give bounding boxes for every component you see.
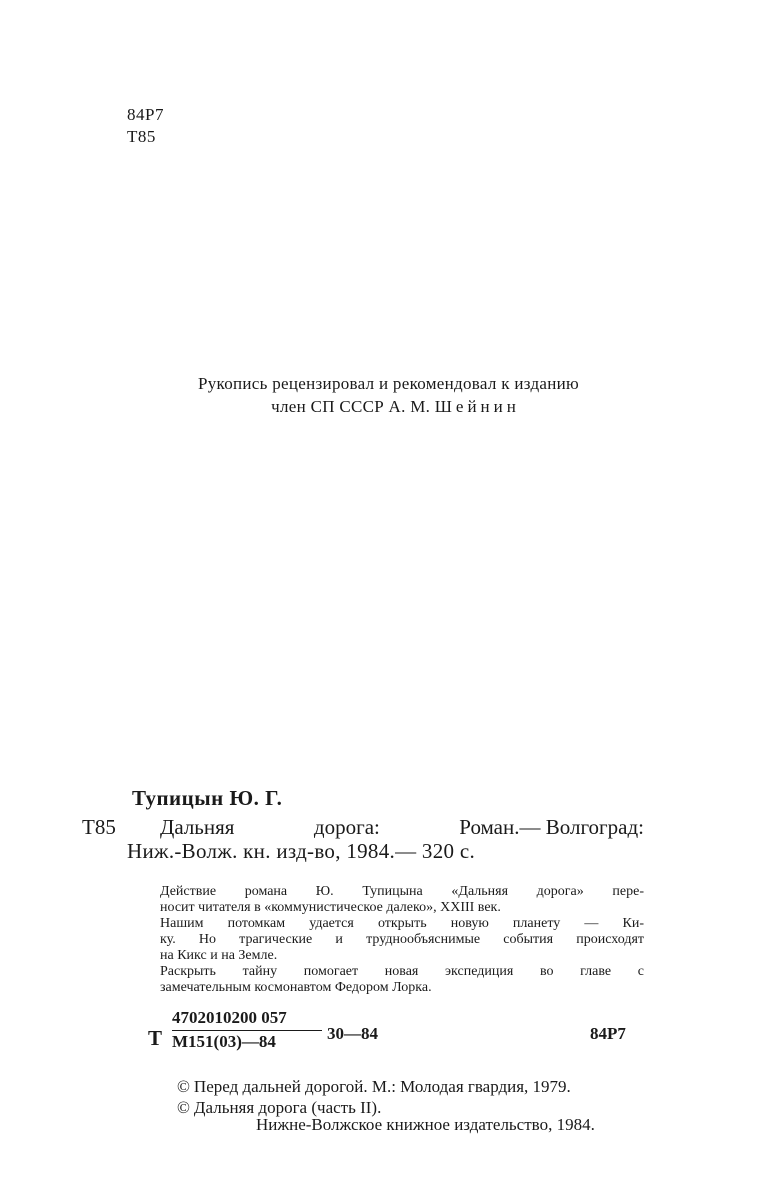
reviewer-line-2-prefix: член СП СССР А. М. bbox=[271, 397, 431, 416]
copyright-icon: © bbox=[177, 1077, 190, 1096]
fraction-divider bbox=[172, 1030, 322, 1031]
index-letter: Т bbox=[148, 1026, 163, 1050]
reviewer-note bbox=[0, 372, 773, 418]
catalog-title-line bbox=[160, 815, 644, 840]
classification-block bbox=[127, 104, 164, 148]
copyright-line-1 bbox=[177, 1076, 571, 1097]
catalog-author: Тупицын Ю. Г. bbox=[132, 786, 283, 810]
catalog-title-part: Роман.— Волгоград: bbox=[459, 815, 644, 839]
annotation-line: замечательным космонавтом Федором Лорка. bbox=[160, 980, 432, 995]
annotation bbox=[160, 884, 644, 996]
copyright-text-1: Перед дальней дорогой. М.: Молодая гвардия, 1979. bbox=[193, 1077, 571, 1096]
copyright-icon: © bbox=[177, 1098, 190, 1117]
annotation-line: Действие романа Ю. Тупицына «Дальняя дорога» пере- bbox=[160, 884, 644, 899]
index-numerator: 4702010200 057 bbox=[172, 1008, 287, 1027]
index-suffix: 30—84 bbox=[327, 1024, 378, 1043]
catalog-title-part: дорога: bbox=[313, 815, 380, 839]
author-mark: Т85 bbox=[127, 127, 156, 146]
annotation-line: Нашим потомкам удается открыть новую планету — Ки- bbox=[160, 916, 644, 931]
annotation-line: Раскрыть тайну помогает новая экспедиция во главе с bbox=[160, 964, 644, 979]
copyright-line-3: Нижне-Волжское книжное издательство, 1984. bbox=[256, 1115, 595, 1134]
annotation-line: ку. Но трагические и труднообъяснимые события происходят bbox=[160, 932, 644, 947]
reviewer-line-1: Рукопись рецензировал и рекомендовал к изданию bbox=[197, 374, 580, 393]
reviewer-name: Шейнин bbox=[434, 397, 520, 416]
reviewer-line-2 bbox=[0, 395, 773, 418]
catalog-title-part: Дальняя bbox=[160, 815, 235, 839]
annotation-line: на Кикс и на Земле. bbox=[160, 948, 278, 963]
catalog-code: Т85 bbox=[82, 815, 116, 839]
catalog-publisher-line: Ниж.-Волж. кн. изд-во, 1984.— 320 с. bbox=[127, 839, 476, 863]
classification-code: 84Р7 bbox=[127, 105, 164, 124]
index-classification: 84Р7 bbox=[590, 1024, 626, 1043]
annotation-line: носит читателя в «коммунистическое далеко», XXIII век. bbox=[160, 900, 501, 915]
copyright-text-2: Дальняя дорога (часть II). bbox=[193, 1098, 382, 1117]
index-denominator: М151(03)—84 bbox=[172, 1032, 276, 1051]
